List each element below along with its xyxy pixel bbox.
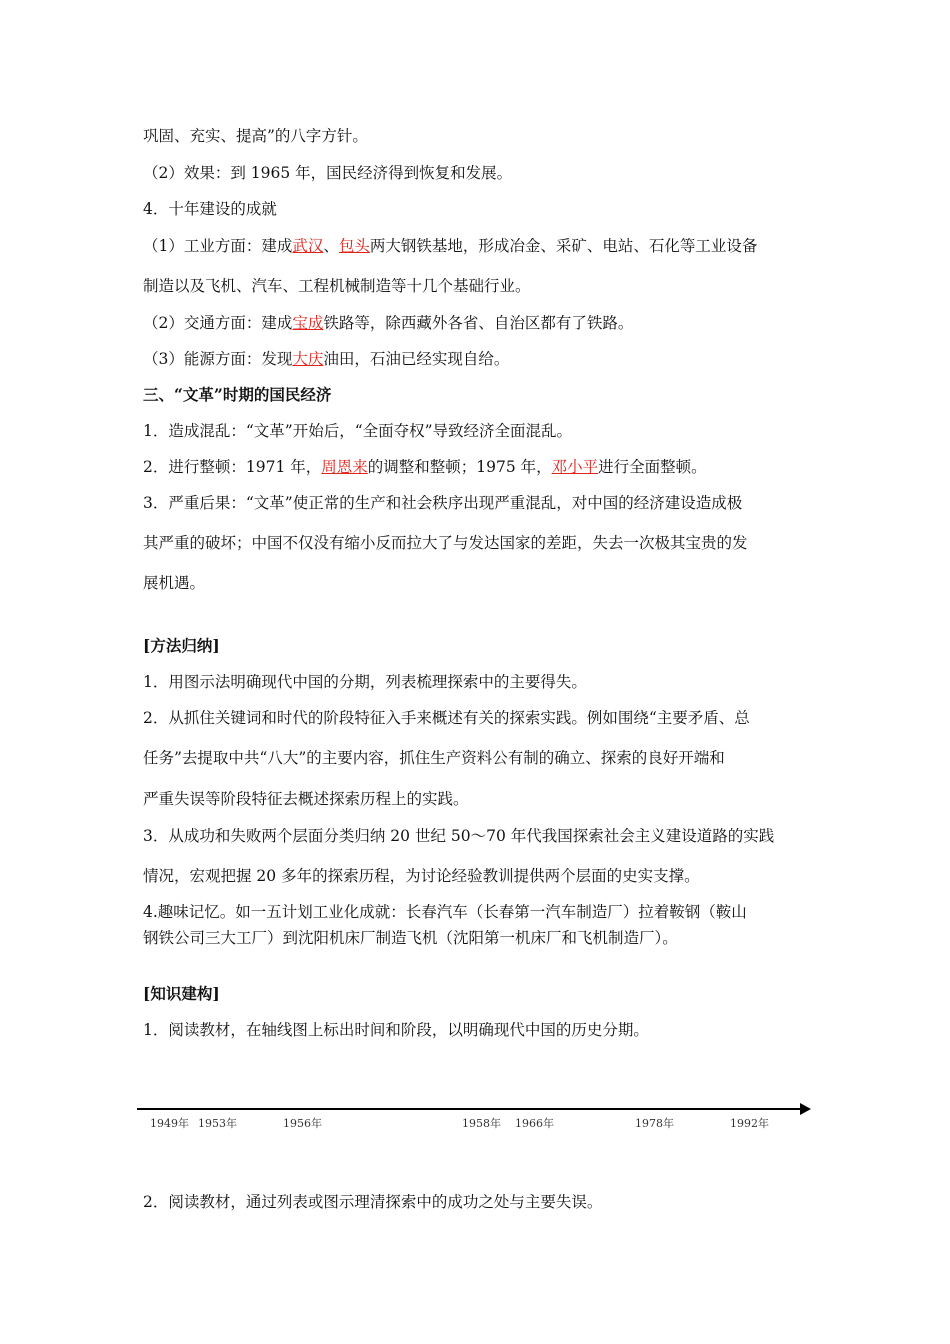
section-heading: 三、“文革”时期的国民经济 <box>143 385 332 404</box>
text-line: 制造以及飞机、汽车、工程机械制造等十几个基础行业。 <box>143 277 531 295</box>
text-line: 2．阅读教材，通过列表或图示理清探索中的成功之处与主要失误。 <box>143 1193 603 1211</box>
text-line: 展机遇。 <box>143 574 206 592</box>
knowledge-heading: [知识建构] <box>143 984 220 1003</box>
text-line <box>143 349 509 369</box>
text-span: 的调整和整顿；1975 年， <box>367 458 552 476</box>
text-span: 进行全面整顿。 <box>598 458 707 476</box>
text-line: 3．从成功和失败两个层面分类归纳 20 世纪 50～70 年代我国探索社会主义建设道路的实践 <box>143 827 775 845</box>
timeline-tick-1958: 1958年 <box>462 1117 501 1130</box>
text-span: 两大钢铁基地，形成冶金、采矿、电站、石化等工业设备 <box>369 237 758 255</box>
text-line: 3．严重后果：“文革”使正常的生产和社会秩序出现严重混乱，对中国的经济建设造成极 <box>143 494 743 512</box>
text-span: （1）工业方面：建成 <box>143 237 293 255</box>
highlight-baotou: 包头 <box>338 237 370 255</box>
timeline-tick-1949: 1949年 <box>150 1117 189 1130</box>
text-line: 情况，宏观把握 20 多年的探索历程，为讨论经验教训提供两个层面的史实支撑。 <box>143 867 700 885</box>
text-span: 铁路等，除西藏外各省、自治区都有了铁路。 <box>323 314 634 332</box>
text-line: 1．阅读教材，在轴线图上标出时间和阶段，以明确现代中国的历史分期。 <box>143 1021 649 1039</box>
text-line: 严重失误等阶段特征去概述探索历程上的实践。 <box>143 790 469 808</box>
text-line <box>143 313 633 333</box>
text-line: 2．从抓住关键词和时代的阶段特征入手来概述有关的探索实践。例如围绕“主要矛盾、总 <box>143 709 750 727</box>
text-line: （2）效果：到 1965 年，国民经济得到恢复和发展。 <box>143 164 513 182</box>
timeline-arrow-icon <box>800 1103 811 1115</box>
highlight-daqing: 大庆 <box>292 350 324 368</box>
text-span: 、 <box>323 237 339 255</box>
text-line: 巩固、充实、提高”的八字方针。 <box>143 127 368 145</box>
text-span: （3）能源方面：发现 <box>143 350 293 368</box>
highlight-zhouenlai: 周恩来 <box>321 458 368 476</box>
text-line <box>143 236 757 256</box>
highlight-dengxiaoping: 邓小平 <box>551 458 599 476</box>
text-line: 任务”去提取中共“八大”的主要内容，抓住生产资料公有制的确立、探索的良好开端和 <box>143 749 725 767</box>
timeline-tick-1978: 1978年 <box>635 1117 674 1130</box>
text-line: 1．用图示法明确现代中国的分期，列表梳理探索中的主要得失。 <box>143 673 587 691</box>
text-line: 4．十年建设的成就 <box>143 200 277 218</box>
text-line: 1．造成混乱：“文革”开始后，“全面夺权”导致经济全面混乱。 <box>143 422 573 440</box>
text-span: （2）交通方面：建成 <box>143 314 293 332</box>
timeline-tick-1992: 1992年 <box>730 1117 769 1130</box>
text-span: 2．进行整顿：1971 年， <box>143 458 322 476</box>
timeline-tick-1966: 1966年 <box>515 1117 554 1130</box>
text-line: 钢铁公司三大工厂）到沈阳机床厂制造飞机（沈阳第一机床厂和飞机制造厂）。 <box>143 929 678 947</box>
timeline-tick-1953: 1953年 <box>198 1117 237 1130</box>
text-span: 油田，石油已经实现自给。 <box>323 350 510 368</box>
timeline-axis <box>137 1108 807 1110</box>
method-heading: [方法归纳] <box>143 636 220 655</box>
text-line <box>143 457 707 477</box>
timeline-tick-1956: 1956年 <box>283 1117 322 1130</box>
text-line: 其严重的破坏；中国不仅没有缩小反而拉大了与发达国家的差距，失去一次极其宝贵的发 <box>143 534 748 552</box>
highlight-wuhan: 武汉 <box>292 237 324 255</box>
text-line: 4.趣味记忆。如一五计划工业化成就：长春汽车（长春第一汽车制造厂）拉着鞍钢（鞍山 <box>143 903 747 921</box>
highlight-baocheng: 宝成 <box>292 314 324 332</box>
